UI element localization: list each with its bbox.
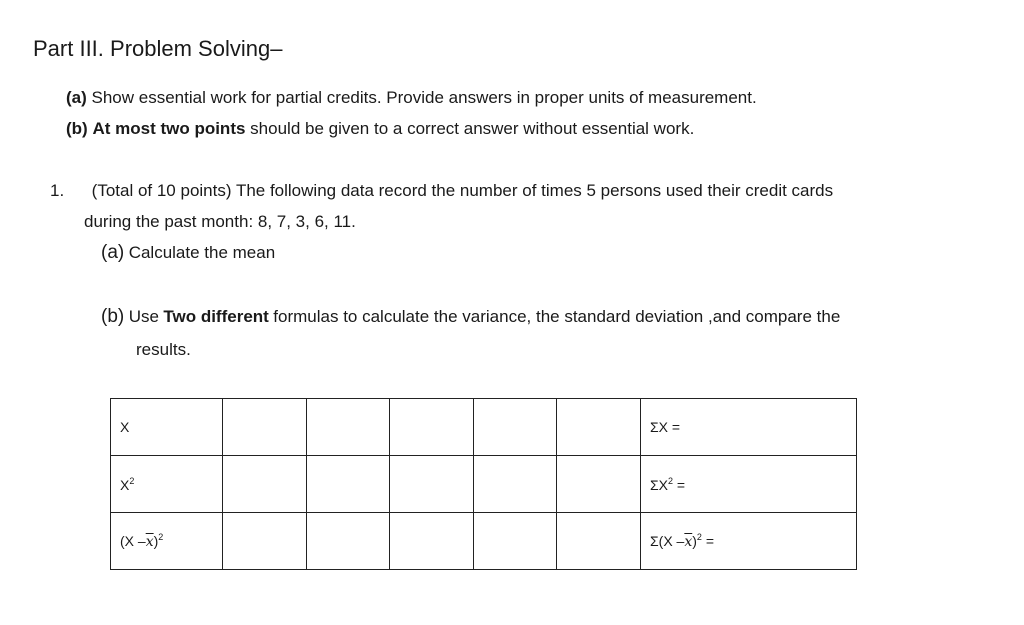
table-row-deviation-squared <box>111 513 857 570</box>
part-b <box>101 306 840 328</box>
instruction-b-bold: At most two points <box>92 119 246 138</box>
row-label-x: X <box>111 399 223 456</box>
page-title: Part III. Problem Solving– <box>33 36 283 61</box>
instruction-b-label: (b) <box>66 119 88 138</box>
instruction-a <box>66 88 757 108</box>
part-b-pre: Use <box>128 307 159 326</box>
instruction-a-text: Show essential work for partial credits. Provide answers in proper units of measurement. <box>91 88 757 107</box>
input-cell[interactable] <box>557 399 641 456</box>
instruction-b-text: should be given to a correct answer without essential work. <box>250 119 695 138</box>
row-label-x-squared: $X^2$ <box>111 456 223 513</box>
input-cell[interactable] <box>307 456 390 513</box>
question-1-line-1 <box>50 181 833 201</box>
instruction-b <box>66 119 694 139</box>
input-cell[interactable] <box>307 399 390 456</box>
question-text-2: during the past month: 8, 7, 3, 6, 11. <box>84 212 356 231</box>
question-text-1: The following data record the number of times 5 persons used their credit cards <box>235 181 834 200</box>
input-cell[interactable] <box>390 513 474 570</box>
instruction-a-label: (a) <box>66 88 87 107</box>
input-cell[interactable] <box>223 399 307 456</box>
part-b-bold: Two different <box>163 307 269 326</box>
input-cell[interactable] <box>223 456 307 513</box>
row-label-deviation-squared: (X $-\overline{x})^2$ <box>111 513 223 570</box>
question-number: 1. <box>50 181 65 200</box>
input-cell[interactable] <box>474 399 557 456</box>
sum-x-squared-cell[interactable]: $\Sigma X^2$ = <box>641 456 857 513</box>
table-row-x-squared <box>111 456 857 513</box>
input-cell[interactable] <box>557 513 641 570</box>
sum-deviation-squared-cell[interactable]: Σ(X $-\overline{x})^2$ = <box>641 513 857 570</box>
part-b-text-1: formulas to calculate the variance, the standard deviation ,and compare the <box>273 307 841 326</box>
input-cell[interactable] <box>390 399 474 456</box>
sum-x-cell[interactable]: ΣX = <box>641 399 857 456</box>
input-cell[interactable] <box>474 456 557 513</box>
part-a-text: Calculate the mean <box>128 243 276 262</box>
input-cell[interactable] <box>390 456 474 513</box>
input-cell[interactable] <box>474 513 557 570</box>
input-cell[interactable] <box>557 456 641 513</box>
question-points: (Total of 10 points) <box>91 181 232 200</box>
input-cell[interactable] <box>223 513 307 570</box>
part-a-label: (a) <box>101 242 125 263</box>
part-a <box>101 242 275 264</box>
part-b-text-2: results. <box>136 340 191 359</box>
worksheet-table <box>110 398 857 570</box>
table-row-x <box>111 399 857 456</box>
part-b-label: (b) <box>101 306 125 327</box>
input-cell[interactable] <box>307 513 390 570</box>
